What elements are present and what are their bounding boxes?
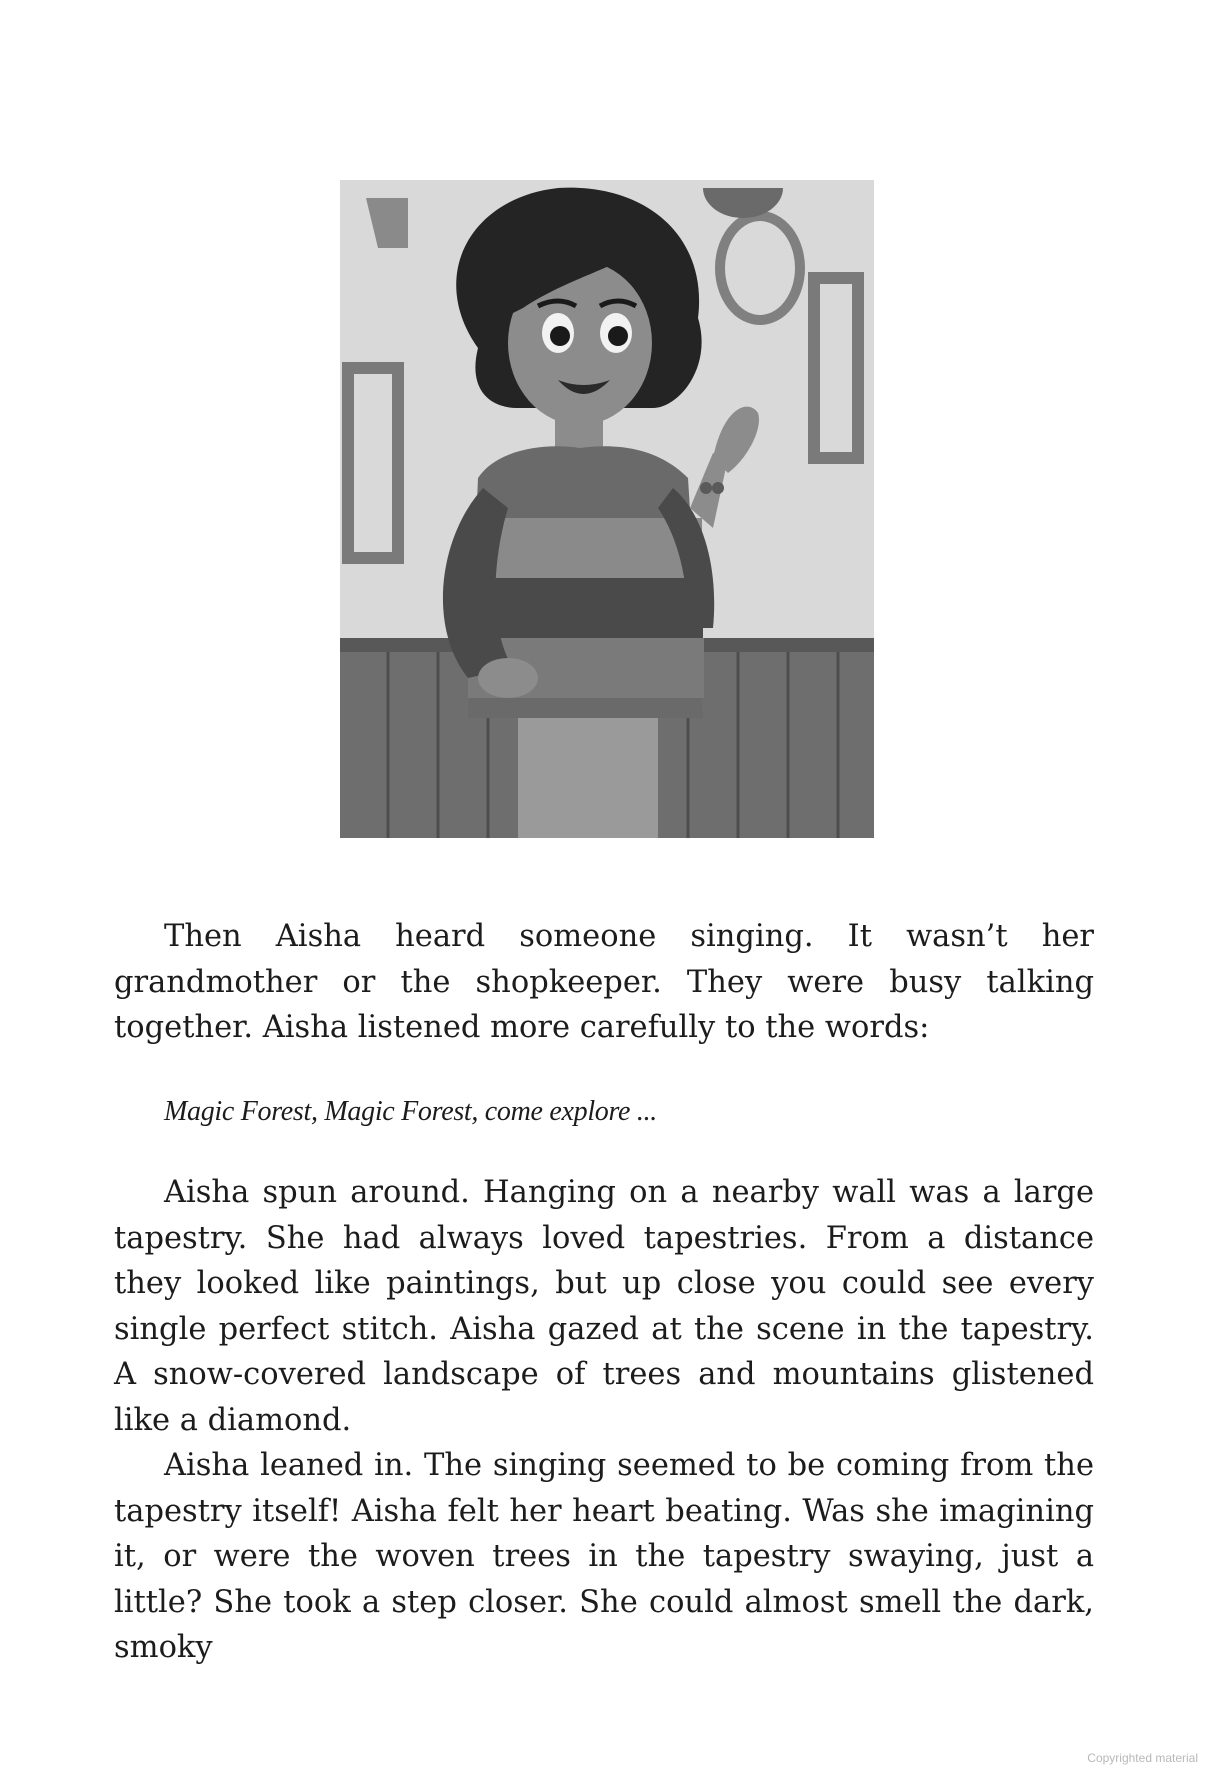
verse-line: Magic Forest, Magic Forest, come explore ... — [164, 1096, 657, 1127]
paragraph-block-2 — [114, 1170, 1094, 1671]
paragraph-block-1 — [114, 914, 1094, 1051]
paragraph: Aisha leaned in. The singing seemed to be coming from the tapestry itself! Aisha felt her heart beating. Was she imagining it, or were the woven trees in the tapestry swaying, just a little? She took a step closer. She could almost smell the dark, smoky — [114, 1448, 1094, 1665]
paragraph: Aisha spun around. Hanging on a nearby wall was a large tapestry. She had always loved tapestries. From a distance they looked like paintings, but up close you could see every single perfect stitch. Aisha gazed at the scene in the tapestry. A snow-covered landscape of trees and mountains glistened like a diamond. — [114, 1175, 1094, 1438]
paragraph: Then Aisha heard someone singing. It wasn’t her grandmother or the shopkeeper. They were busy talking together. Aisha listened more carefully to the words: — [114, 919, 1094, 1045]
illustration-girl-waving — [318, 158, 896, 860]
copyright-footer: Copyrighted material — [1087, 1751, 1198, 1765]
